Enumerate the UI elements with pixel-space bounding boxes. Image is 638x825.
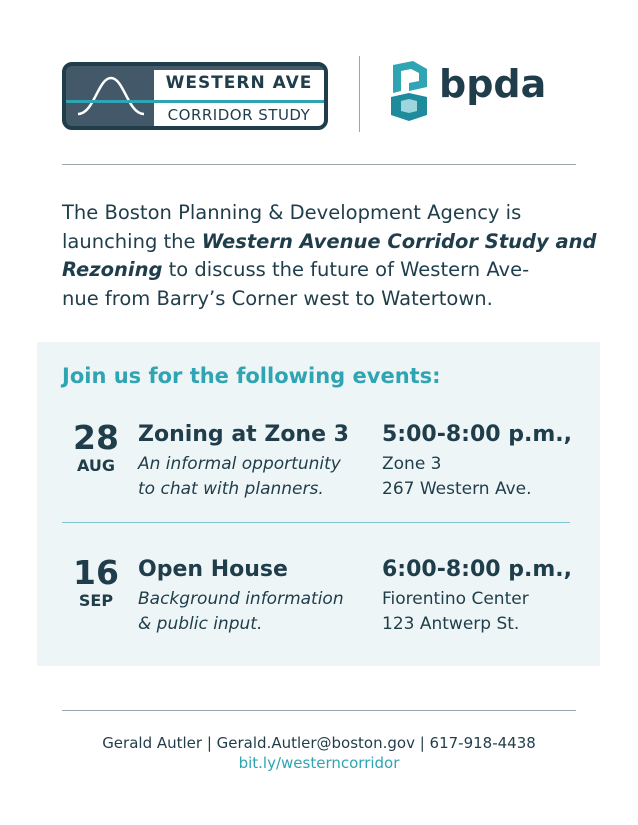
logo-title: WESTERN AVE xyxy=(165,73,313,93)
bpda-wordmark: bpda xyxy=(439,62,547,106)
events-heading: Join us for the following events: xyxy=(62,364,441,388)
event-day: 28 xyxy=(73,418,119,457)
intro-line xyxy=(62,228,597,257)
logo-text-panel xyxy=(154,70,324,126)
event-time: 5:00-8:00 p.m., xyxy=(382,422,572,447)
event-location xyxy=(382,452,532,502)
intro-line xyxy=(62,256,578,285)
bell-curve-icon xyxy=(72,70,150,124)
intro-line: nue from Barry’s Corner west to Watertown. xyxy=(62,286,493,310)
header xyxy=(62,56,576,136)
event-month: SEP xyxy=(78,591,114,610)
event-item xyxy=(37,555,600,645)
event-description xyxy=(138,452,363,502)
logo-subtitle: CORRIDOR STUDY xyxy=(167,106,311,124)
event-description-line: An informal opportunity xyxy=(138,454,341,474)
event-venue: Fiorentino Center xyxy=(382,589,529,609)
event-address: 123 Antwerp St. xyxy=(382,614,520,634)
event-month: AUG xyxy=(76,456,115,475)
study-name-cont: Rezoning xyxy=(62,258,163,281)
header-divider xyxy=(359,56,360,132)
event-description-line: & public input. xyxy=(138,614,263,634)
contact-info: Gerald Autler | Gerald.Autler@boston.gov | 617-918-4438 xyxy=(102,734,536,752)
event-description-line: to chat with planners. xyxy=(138,479,324,499)
event-day: 16 xyxy=(73,553,119,592)
event-title: Open House xyxy=(138,557,288,582)
top-divider xyxy=(62,164,576,165)
event-title: Zoning at Zone 3 xyxy=(138,422,349,447)
logo-stripe xyxy=(64,100,326,103)
event-address: 267 Western Ave. xyxy=(382,479,532,499)
intro-text: launching the xyxy=(62,229,202,253)
bpda-mark-icon xyxy=(387,61,431,123)
intro-text: to discuss the future of Western Ave- xyxy=(162,258,530,281)
event-description xyxy=(138,587,363,637)
event-description-line: Background information xyxy=(138,589,344,609)
western-ave-logo xyxy=(62,62,328,130)
study-name: Western Avenue Corridor Study and xyxy=(201,229,597,253)
events-panel xyxy=(37,342,600,666)
website-link[interactable]: bit.ly/westerncorridor xyxy=(238,754,400,772)
event-item xyxy=(37,420,600,510)
intro-line: The Boston Planning & Development Agency is xyxy=(62,201,522,224)
event-time: 6:00-8:00 p.m., xyxy=(382,557,572,582)
event-divider xyxy=(62,522,570,523)
event-location xyxy=(382,587,529,637)
event-venue: Zone 3 xyxy=(382,454,442,474)
intro-paragraph xyxy=(62,199,597,313)
bottom-divider xyxy=(62,710,576,711)
